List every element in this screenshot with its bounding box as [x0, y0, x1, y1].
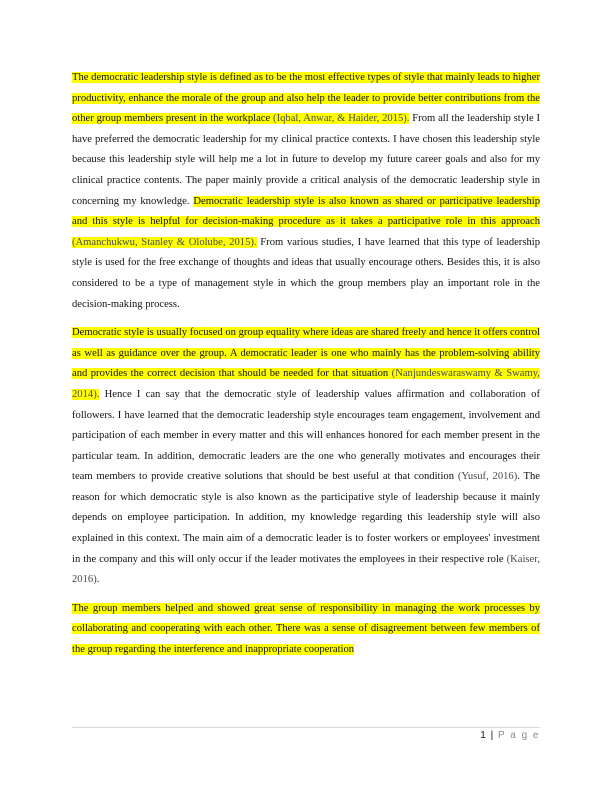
footer-divider: [72, 727, 540, 728]
citation: (Iqbal, Anwar, & Haider, 2015).: [273, 113, 410, 125]
paragraph-2: [72, 323, 540, 591]
document-body: [72, 68, 540, 669]
body-text: . The reason for which democratic style is also known as the participative style of leadership because it mainly depends on employee participation. In addition, my knowledge regarding this leadership style will also explained in this context. The main aim of a democratic leader is to foster workers or employees' investment in the company and this will only occur if the leader motivates the employees in their respective role: [72, 471, 541, 565]
body-text: From all the leadership style I have preferred the democratic leadership for my clinical practice contexts. I have chosen this leadership style because this leadership style will help me a lot in future to develop my future career goals and also for my clinical practice contents. The paper mainly provide a critical analysis of the democratic leadership style in concerning my knowledge.: [72, 113, 541, 207]
highlighted-text: The group members helped and showed great sense of responsibility in managing the work processes by collaborating and cooperating with each other. There was a sense of disagreement between few members of the group regarding the interference and inappropriate cooperation: [72, 602, 540, 656]
citation: (Nanjundeswaraswamy & Swamy, 2014).: [72, 368, 540, 400]
body-text: Hence I can say that the democratic style of leadership values affirmation and collaboration of followers. I have learned that the democratic leadership style encourages team engagement, involvement and participation of each member in every matter and this will enhances honored for each member present in the particular team. In addition, democratic leaders are the one who generally motivates and encourages their team members to provide creative solutions that should be best useful at that condition: [72, 388, 540, 483]
citation: (Kaiser, 2016): [72, 553, 540, 586]
page-footer: [480, 730, 540, 741]
footer-separator: |: [490, 730, 494, 741]
body-text: .: [96, 574, 100, 586]
highlighted-text: Democratic style is usually focused on group equality where ideas are shared freely and hence it offers control as well as guidance over the group. A democratic leader is one who mainly has the problem-solving ability and provides the correct decision that should be needed for that situation: [72, 327, 540, 380]
citation: (Amanchukwu, Stanley & Ololube, 2015).: [72, 236, 257, 248]
body-text: From various studies, I have learned that this type of leadership style is used for the free exchange of thoughts and ideas that usually encourage others. Besides this, it is also considered to be a type of management style in which the group members play an important role in the decision-making process.: [72, 236, 540, 310]
page-label: P a g e: [497, 730, 540, 741]
page-number: 1: [480, 730, 486, 741]
highlighted-text: The democratic leadership style is defined as to be the most effective types of style that mainly leads to higher productivity, enhance the morale of the group and also help the leader to provide better contributions from the other group members present in the workplace: [72, 72, 540, 125]
citation: (Yusuf, 2016): [457, 471, 518, 483]
paragraph-3: [72, 599, 540, 661]
highlighted-text: Democratic leadership style is also known as shared or participative leadership and this style is helpful for decision-making procedure as it takes a participative role in this approach: [72, 195, 540, 228]
paragraph-1: [72, 68, 540, 315]
